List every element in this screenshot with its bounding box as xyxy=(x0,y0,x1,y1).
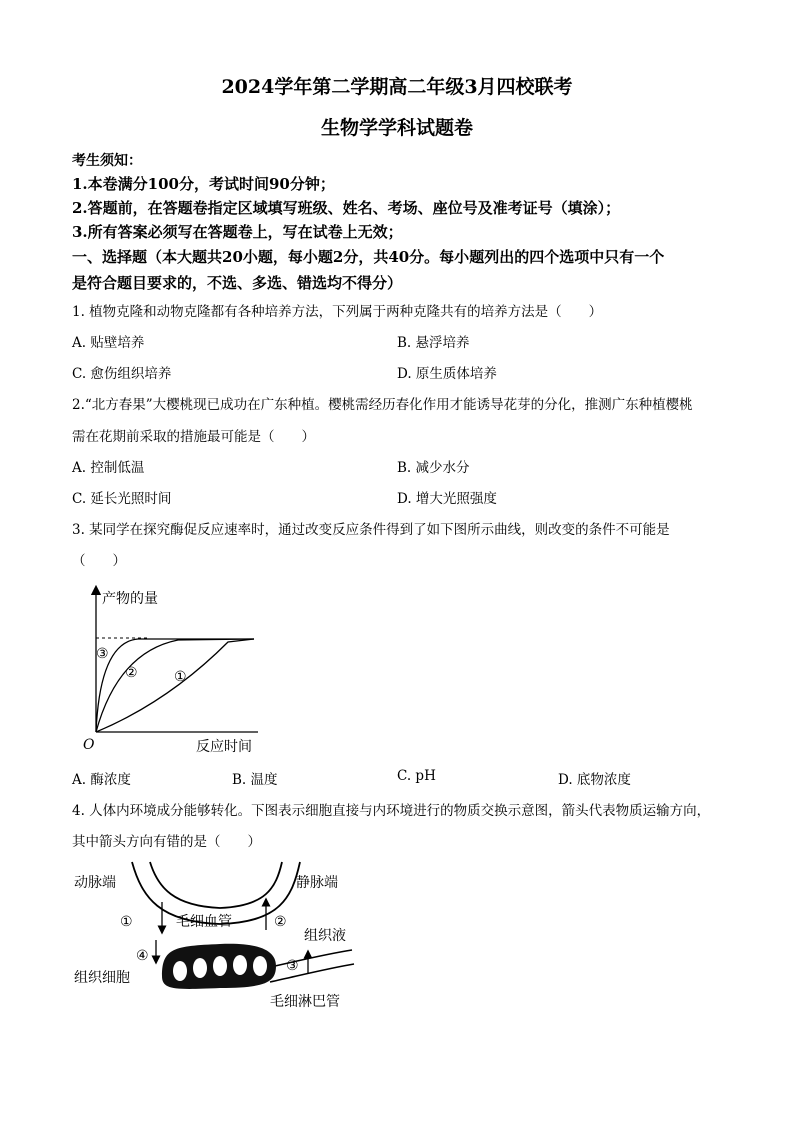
tissue-fluid-label: 组织液 xyxy=(304,928,346,944)
capillary-inner-wall xyxy=(150,862,282,908)
notice-item-1: 1.本卷满分100分，考试时间90分钟； xyxy=(72,175,335,193)
lymph-capillary-wall-1 xyxy=(266,950,352,968)
question-1-option-a: A. 贴壁培养 xyxy=(72,335,145,351)
curve-1 xyxy=(96,639,254,732)
vein-end-label: 静脉端 xyxy=(296,875,338,891)
question-1-option-d: D. 原生质体培养 xyxy=(397,366,497,382)
question-4-stem-line2: 其中箭头方向有错的是（ ） xyxy=(72,834,261,850)
notice-heading: 考生须知： xyxy=(72,153,142,169)
page-subtitle: 生物学学科试题卷 xyxy=(320,117,473,139)
question-3-option-a: A. 酶浓度 xyxy=(72,772,131,788)
capillary-exchange-diagram xyxy=(70,858,370,1018)
curve-1-label: ① xyxy=(174,669,187,685)
arrow-1-label: ① xyxy=(120,914,133,930)
origin-label: O xyxy=(83,737,95,753)
question-1-stem: 1. 植物克隆和动物克隆都有各种培养方法，下列属于两种克隆共有的培养方法是（ ） xyxy=(72,304,603,320)
arrow-4-label: ④ xyxy=(136,948,149,964)
question-3-stem-line1: 3. 某同学在探究酶促反应速率时，通过改变反应条件得到了如下图所示曲线，则改变的条件不可能是 xyxy=(72,522,670,538)
arrow-2-label: ② xyxy=(274,914,287,930)
question-2-option-b: B. 减少水分 xyxy=(397,460,470,476)
section-heading-line1: 一、选择题（本大题共20小题，每小题2分，共40分。每小题列出的四个选项中只有一个 xyxy=(72,248,665,266)
question-1-option-b: B. 悬浮培养 xyxy=(397,335,470,351)
lymph-capillary-label: 毛细淋巴管 xyxy=(270,994,340,1010)
enzyme-reaction-graph xyxy=(78,582,268,758)
question-2-option-a: A. 控制低温 xyxy=(72,460,145,476)
curve-2 xyxy=(96,639,254,732)
curve-3 xyxy=(96,639,254,732)
question-1-option-c: C. 愈伤组织培养 xyxy=(72,366,172,382)
question-2-stem-line1: 2.“北方春果”大樱桃现已成功在广东种植。樱桃需经历春化作用才能诱导花芽的分化，推测广东种植樱桃 xyxy=(72,397,693,413)
lymph-capillary-wall-2 xyxy=(270,964,354,982)
question-2-stem-line2: 需在花期前采取的措施最可能是（ ） xyxy=(72,429,315,445)
capillary-label: 毛细血管 xyxy=(176,914,232,930)
question-2-option-d: D. 增大光照强度 xyxy=(397,491,497,507)
artery-end-label: 动脉端 xyxy=(74,875,116,891)
arrow-3-label: ③ xyxy=(286,958,299,974)
question-3-stem-line2: （ ） xyxy=(72,553,126,569)
question-3-option-c: C. pH xyxy=(397,768,436,784)
notice-item-3: 3.所有答案必须写在答题卷上，写在试卷上无效； xyxy=(72,223,403,241)
question-4-stem-line1: 4. 人体内环境成分能够转化。下图表示细胞直接与内环境进行的物质交换示意图，箭头代表物质运输方向， xyxy=(72,803,711,819)
x-axis-label: 反应时间 xyxy=(196,739,252,755)
curve-3-label: ③ xyxy=(96,646,109,662)
question-2-option-c: C. 延长光照时间 xyxy=(72,491,172,507)
tissue-cell-label: 组织细胞 xyxy=(74,970,130,986)
section-heading-line2: 是符合题目要求的，不选、多选、错选均不得分） xyxy=(72,274,403,292)
question-3-option-d: D. 底物浓度 xyxy=(558,772,631,788)
y-axis-label: 产物的量 xyxy=(102,591,158,607)
notice-item-2: 2.答题前，在答题卷指定区域填写班级、姓名、考场、座位号及准考证号（填涂）； xyxy=(72,199,621,217)
question-3-option-b: B. 温度 xyxy=(232,772,278,788)
curve-2-label: ② xyxy=(125,665,138,681)
page-title: 2024学年第二学期高二年级3月四校联考 xyxy=(221,76,573,98)
